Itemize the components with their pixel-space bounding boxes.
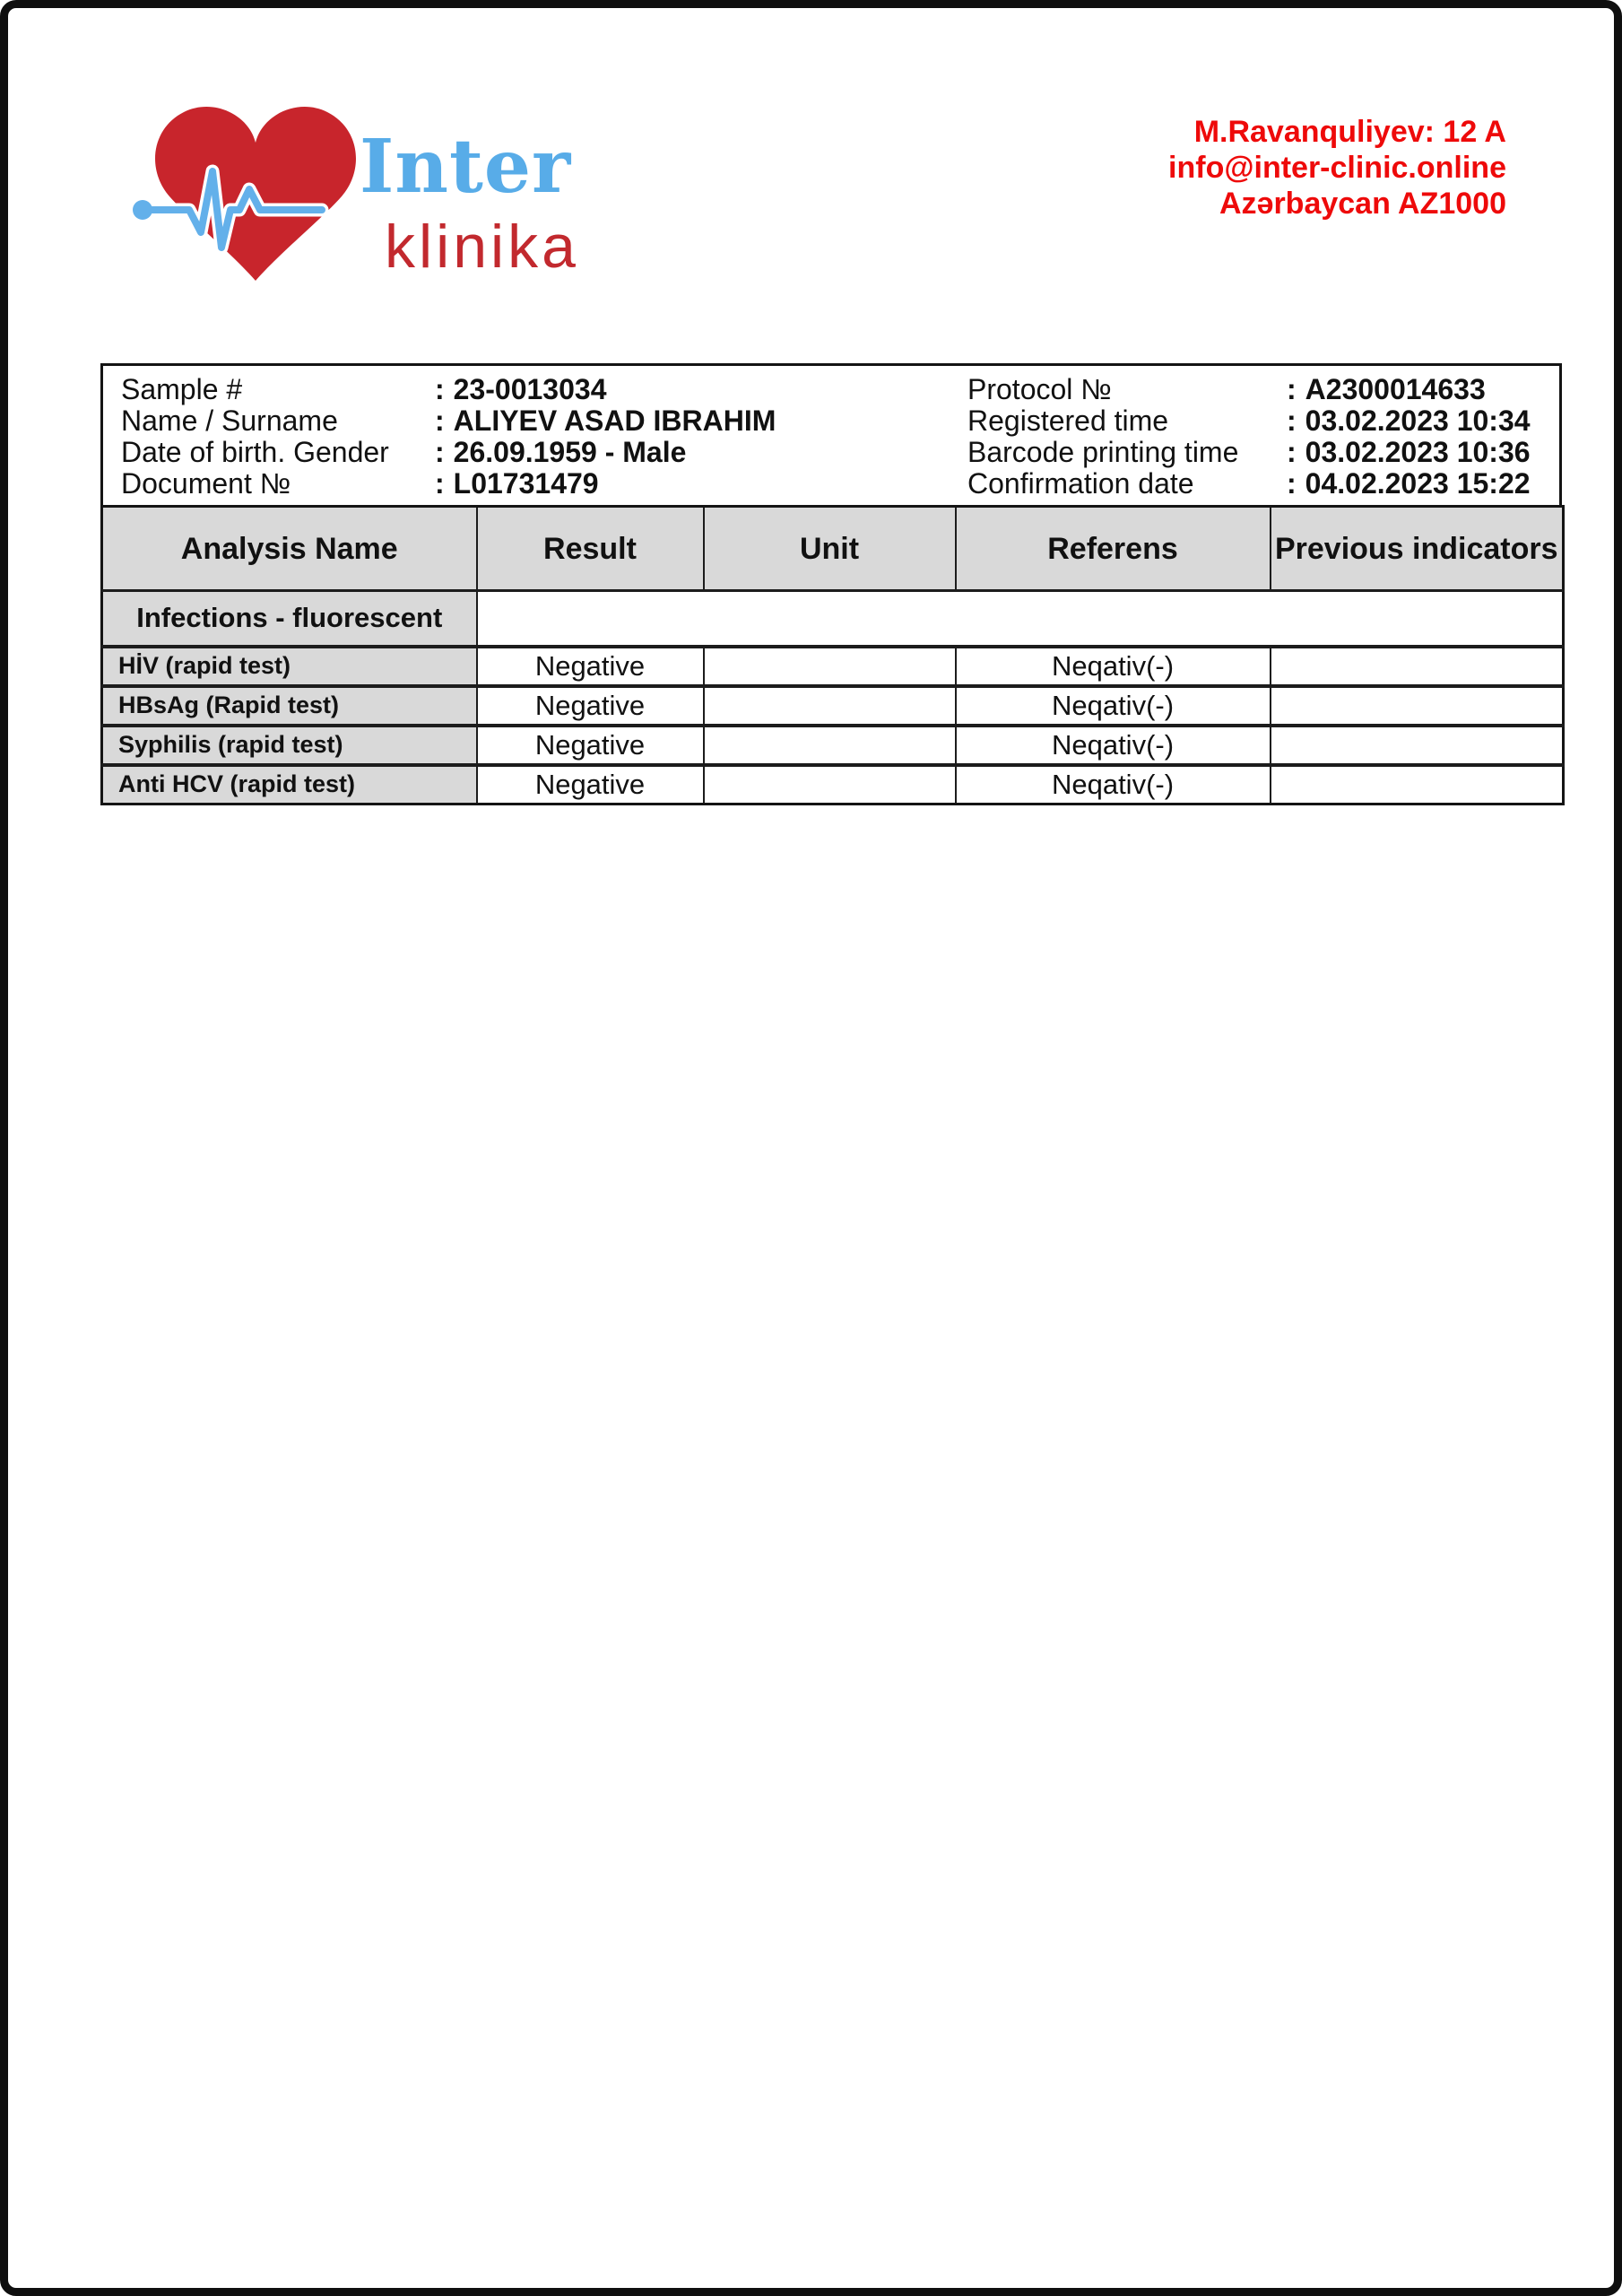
header-analysis-name: Analysis Name (102, 507, 477, 591)
info-value: 03.02.2023 10:34 (1305, 404, 1531, 437)
info-separator: : (1287, 436, 1297, 468)
report-block (100, 363, 1562, 805)
info-row-birth-gender (121, 437, 776, 468)
referens-cell: Neqativ(-) (956, 686, 1271, 726)
info-label: Registered time (967, 404, 1169, 437)
previous-indicators-cell (1271, 686, 1564, 726)
section-title: Infections - fluorescent (102, 591, 477, 647)
clinic-address-line: Azərbaycan AZ1000 (1219, 187, 1506, 221)
results-header-row (102, 507, 1564, 591)
info-separator: : (1287, 373, 1297, 405)
info-label: Document № (121, 467, 291, 500)
analysis-name-cell: HBsAg (Rapid test) (102, 686, 477, 726)
table-row (102, 686, 1564, 726)
info-value: 04.02.2023 15:22 (1305, 467, 1531, 500)
info-row-registered (967, 405, 1531, 437)
info-label: Protocol № (967, 373, 1112, 405)
info-separator: : (1287, 467, 1297, 500)
clinic-address-line: info@inter-clinic.online (1168, 151, 1506, 185)
info-value: 03.02.2023 10:36 (1305, 436, 1531, 468)
heart-ekg-icon (132, 91, 367, 291)
previous-indicators-cell (1271, 726, 1564, 765)
result-cell: Negative (477, 647, 704, 686)
info-separator: : (435, 436, 445, 468)
logo-title: Inter (360, 124, 572, 210)
unit-cell (704, 765, 956, 804)
info-value: 26.09.1959 - Male (453, 436, 687, 468)
info-separator: : (435, 373, 445, 405)
info-label: Name / Surname (121, 404, 338, 437)
section-row (102, 591, 1564, 647)
table-row (102, 765, 1564, 804)
info-label: Barcode printing time (967, 436, 1239, 468)
clinic-address (1168, 114, 1506, 222)
previous-indicators-cell (1271, 647, 1564, 686)
header-unit: Unit (704, 507, 956, 591)
result-cell: Negative (477, 726, 704, 765)
section-empty-cell (477, 591, 1564, 647)
info-separator: : (435, 404, 445, 437)
info-row-confirmation (967, 468, 1531, 500)
patient-info-box (100, 363, 1562, 505)
info-row-protocol (967, 374, 1531, 405)
logo-subtitle: klinika (385, 213, 579, 281)
info-separator: : (1287, 404, 1297, 437)
result-cell: Negative (477, 765, 704, 804)
info-value: A2300014633 (1305, 373, 1486, 405)
info-label: Confirmation date (967, 467, 1194, 500)
header-previous-indicators: Previous indicators (1271, 507, 1564, 591)
patient-info-right (967, 374, 1531, 500)
unit-cell (704, 686, 956, 726)
table-row (102, 726, 1564, 765)
referens-cell: Neqativ(-) (956, 647, 1271, 686)
patient-info-left (121, 374, 776, 500)
info-label: Sample # (121, 373, 243, 405)
info-row-sample (121, 374, 776, 405)
info-value: ALIYEV ASAD IBRAHIM (453, 404, 776, 437)
analysis-name-cell: Anti HCV (rapid test) (102, 765, 477, 804)
info-label: Date of birth. Gender (121, 436, 389, 468)
header-result: Result (477, 507, 704, 591)
referens-cell: Neqativ(-) (956, 765, 1271, 804)
unit-cell (704, 726, 956, 765)
info-row-name (121, 405, 776, 437)
analysis-name-cell: HİV (rapid test) (102, 647, 477, 686)
info-row-document (121, 468, 776, 500)
info-separator: : (435, 467, 445, 500)
info-row-barcode (967, 437, 1531, 468)
unit-cell (704, 647, 956, 686)
analysis-name-cell: Syphilis (rapid test) (102, 726, 477, 765)
result-cell: Negative (477, 686, 704, 726)
previous-indicators-cell (1271, 765, 1564, 804)
table-row (102, 647, 1564, 686)
clinic-address-line: M.Ravanquliyev: 12 A (1193, 115, 1506, 149)
info-value: L01731479 (453, 467, 599, 500)
info-value: 23-0013034 (453, 373, 607, 405)
referens-cell: Neqativ(-) (956, 726, 1271, 765)
results-table (100, 505, 1565, 805)
header-referens: Referens (956, 507, 1271, 591)
